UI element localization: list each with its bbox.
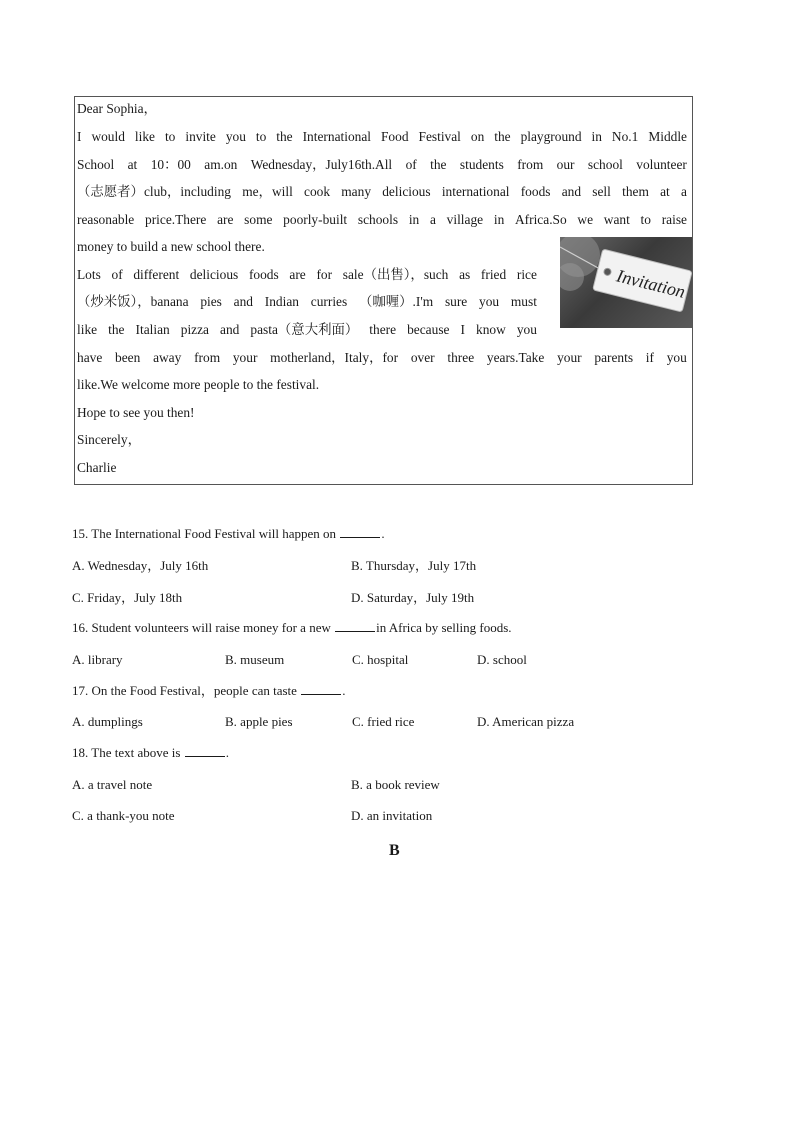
letter-line: I would like to invite you to the International Food Festival on the playground in No.1 Middle [77,129,687,144]
letter-line: like.We welcome more people to the festival. [77,377,320,392]
option: C. Friday，July 18th [72,590,183,605]
letter-line: （炒米饭），banana pies and Indian curries （咖喱）.I'm sure you must [77,294,537,309]
question-text-end: . [342,683,346,698]
option: A. library [72,652,123,667]
section-label: B [389,842,400,859]
question-stem [72,526,385,542]
question-text: 16. Student volunteers will raise money for a new [72,620,331,635]
letter-line: Lots of different delicious foods are for sale（出售），such as fried rice [77,267,537,282]
invitation-tag-image [560,237,692,328]
option: C. a thank-you note [72,808,175,823]
question-text-end: in Africa by selling foods. [376,620,512,635]
option: D. American pizza [477,714,575,729]
letter-line: money to build a new school there. [77,239,265,254]
letter-line: reasonable price.There are some poorly-built schools in a village in Africa.So we want to raise [77,212,687,227]
option: A. Wednesday，July 16th [72,558,209,573]
invitation-tag-text: Invitation [614,265,688,302]
option: B. a book review [351,777,440,792]
answer-blank [340,526,380,538]
option: D. school [477,652,527,667]
letter-box [74,96,693,485]
question-text-end: . [225,745,229,760]
letter-line: like the Italian pizza and pasta（意大利面） there because I know you [77,322,537,337]
question-text: 15. The International Food Festival will happen on [72,526,337,541]
question-text: 18. The text above is [72,745,181,760]
option: C. fried rice [352,714,415,729]
option: B. apple pies [225,714,293,729]
letter-line: School at 10：00 am.on Wednesday，July16th.All of the students from our school volunteer [77,157,687,172]
letter-signature: Charlie [77,460,117,475]
question-stem [72,745,229,761]
option: C. hospital [352,652,409,667]
option: A. dumplings [72,714,143,729]
question-text: 17. On the Food Festival，people can taste [72,683,297,698]
letter-line: （志愿者）club，including me，will cook many delicious international foods and sell them at a [77,184,687,199]
option: A. a travel note [72,777,153,792]
letter-line: Hope to see you then! [77,405,195,420]
option: B. museum [225,652,285,667]
option: D. an invitation [351,808,433,823]
letter-greeting: Dear Sophia， [77,101,157,116]
answer-blank [185,745,225,757]
answer-blank [301,683,341,695]
option: D. Saturday，July 19th [351,590,475,605]
letter-signoff: Sincerely， [77,432,141,447]
answer-blank [335,620,375,632]
question-text-end: . [381,526,385,541]
option: B. Thursday，July 17th [351,558,477,573]
letter-line: have been away from your motherland，Italy，for over three years.Take your parents if you [77,350,687,365]
question-stem [72,683,345,699]
question-stem [72,620,512,636]
